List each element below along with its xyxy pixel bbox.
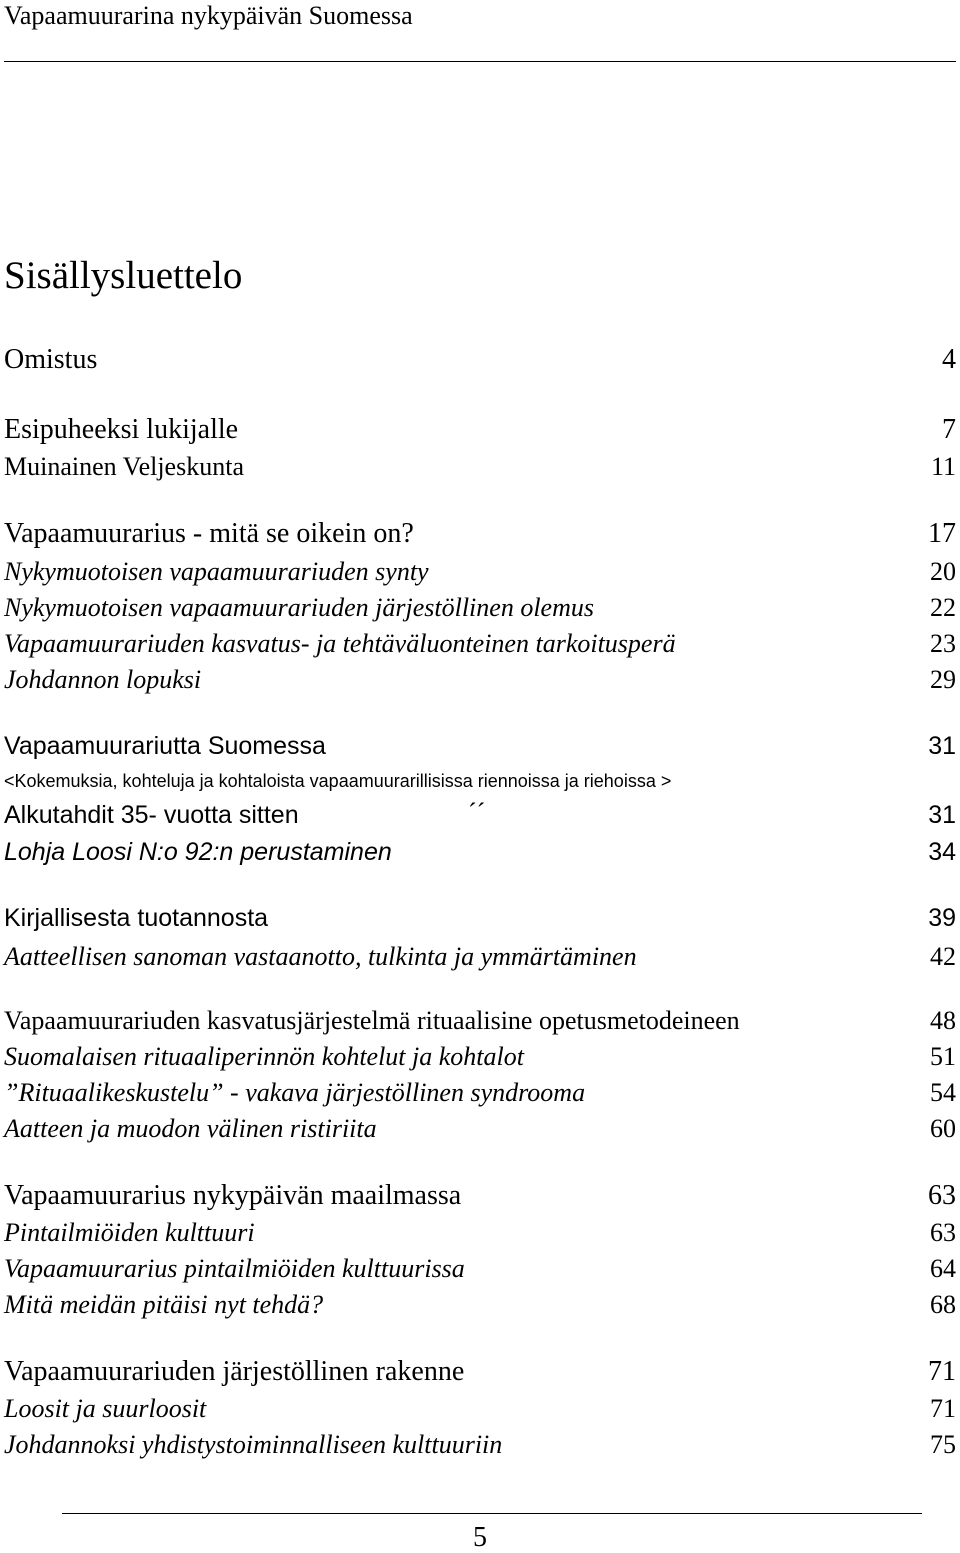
toc-entry-suomessa [4, 734, 956, 759]
toc-entry-title: Vapaamuurarius pintailmiöiden kulttuurissa [4, 1254, 465, 1283]
toc-entry-mitae-tehdae [4, 1292, 956, 1318]
toc-entry-kasvatusjaerjestelmae [4, 1008, 956, 1034]
toc-entry-page: 71 [930, 1394, 956, 1423]
toc-entry-title: Mitä meidän pitäisi nyt tehdä? [4, 1290, 324, 1319]
toc-entry-title: Nykymuotoisen vapaamuurariuden synty [4, 557, 429, 586]
toc-entry-page: 11 [930, 452, 956, 481]
toc-entry-page: 31 [928, 732, 956, 760]
toc-entry-title: Lohja Loosi N:o 92:n perustaminen [4, 838, 392, 866]
toc-entry-page: 7 [942, 414, 956, 445]
toc-heading: Sisällysluettelo [4, 254, 243, 297]
toc-entry-page: 64 [930, 1254, 956, 1283]
toc-entry-vapaamuurarius [4, 520, 956, 548]
toc-entry-ristiriita [4, 1116, 956, 1142]
toc-entry-title: <Kokemuksia, kohteluja ja kohtaloista vapaamuurarillisissa riennoissa ja riehoissa > [4, 771, 672, 791]
toc-entry-rakenne [4, 1358, 956, 1386]
toc-entry-page: 17 [928, 518, 956, 549]
toc-entry-title: Vapaamuurariuden järjestöllinen rakenne [4, 1356, 465, 1387]
toc-entry-rituaaliperinnoen [4, 1044, 956, 1070]
toc-entry-page: 23 [930, 629, 956, 658]
toc-entry-subtitle-note [4, 772, 956, 790]
toc-entry-page: 75 [930, 1430, 956, 1459]
toc-entry-title: Kirjallisesta tuotannosta [4, 904, 269, 932]
toc-entry-page: 63 [930, 1218, 956, 1247]
toc-entry-esipuheeksi [4, 416, 956, 444]
toc-entry-page: 60 [930, 1114, 956, 1143]
toc-entry-tarkoitusperae [4, 631, 956, 657]
toc-entry-title: Vapaamuurariutta Suomessa [4, 732, 326, 760]
toc-entry-page: 63 [928, 1180, 956, 1211]
toc-entry-page: 54 [930, 1078, 956, 1107]
toc-entry-page: 31 [928, 801, 956, 829]
toc-entry-page: 20 [930, 557, 956, 586]
toc-entry-page: 42 [930, 942, 956, 971]
toc-entry-muinainen [4, 454, 956, 480]
toc-entry-yhdistystoiminta [4, 1432, 956, 1458]
toc-entry-loosit [4, 1396, 956, 1422]
toc-entry-title: Pintailmiöiden kulttuuri [4, 1218, 255, 1247]
toc-entry-title: Vapaamuurarius nykypäivän maailmassa [4, 1180, 462, 1211]
toc-entry-page: 48 [930, 1006, 956, 1035]
toc-entry-page: 51 [930, 1042, 956, 1071]
toc-entry-page: 71 [928, 1356, 956, 1387]
toc-entry-title: Vapaamuurarius - mitä se oikein on? [4, 518, 414, 549]
toc-entry-title: Vapaamuurariuden kasvatusjärjestelmä rituaalisine opetusmetodeineen [4, 1006, 740, 1035]
toc-entry-title: Loosit ja suurloosit [4, 1394, 207, 1423]
toc-entry-johdannon-lopuksi [4, 667, 956, 693]
toc-entry-lohja-loosi [4, 840, 956, 865]
header-divider [4, 61, 956, 62]
footer-divider [62, 1513, 922, 1514]
toc-entry-title: Esipuheeksi lukijalle [4, 414, 239, 445]
toc-entry-title: Aatteen ja muodon välinen ristiriita [4, 1114, 377, 1143]
toc-entry-olemus [4, 595, 956, 621]
toc-entry-title: Alkutahdit 35- vuotta sitten [4, 801, 299, 829]
running-header-title: Vapaamuurarina nykypäivän Suomessa [4, 1, 413, 30]
stray-accent-marks: ´´ [468, 798, 486, 827]
toc-entry-title: Vapaamuurariuden kasvatus- ja tehtäväluonteinen tarkoitusperä [4, 629, 676, 658]
toc-entry-omistus [4, 346, 956, 374]
toc-entry-title: Muinainen Veljeskunta [4, 452, 244, 481]
toc-entry-title: Johdannon lopuksi [4, 665, 202, 694]
toc-entry-kirjallisesta [4, 906, 956, 931]
toc-entry-title: Suomalaisen rituaaliperinnön kohtelut ja kohtalot [4, 1042, 524, 1071]
toc-entry-page: 34 [928, 838, 956, 866]
toc-entry-title: Aatteellisen sanoman vastaanotto, tulkinta ja ymmärtäminen [4, 942, 637, 971]
toc-entry-page: 4 [942, 344, 956, 375]
toc-entry-title: Omistus [4, 344, 98, 375]
toc-entry-page: 22 [930, 593, 956, 622]
toc-entry-aatteellisen [4, 944, 956, 970]
toc-entry-maailmassa [4, 1182, 956, 1210]
toc-entry-title: Johdannoksi yhdistystoiminnalliseen kulttuuriin [4, 1430, 503, 1459]
toc-entry-pintailmioeiden-kulttuurissa [4, 1256, 956, 1282]
page-number: 5 [473, 1522, 487, 1553]
toc-entry-title: Nykymuotoisen vapaamuurariuden järjestöllinen olemus [4, 593, 594, 622]
toc-entry-page: 68 [930, 1290, 956, 1319]
toc-entry-synty [4, 559, 956, 585]
toc-entry-rituaalikeskustelu [4, 1080, 956, 1106]
toc-entry-page: 39 [928, 904, 956, 932]
toc-entry-page: 29 [930, 665, 956, 694]
toc-entry-title: ”Rituaalikeskustelu” - vakava järjestöllinen syndrooma [4, 1078, 586, 1107]
toc-entry-pintailmioeiden-kulttuuri [4, 1220, 956, 1246]
